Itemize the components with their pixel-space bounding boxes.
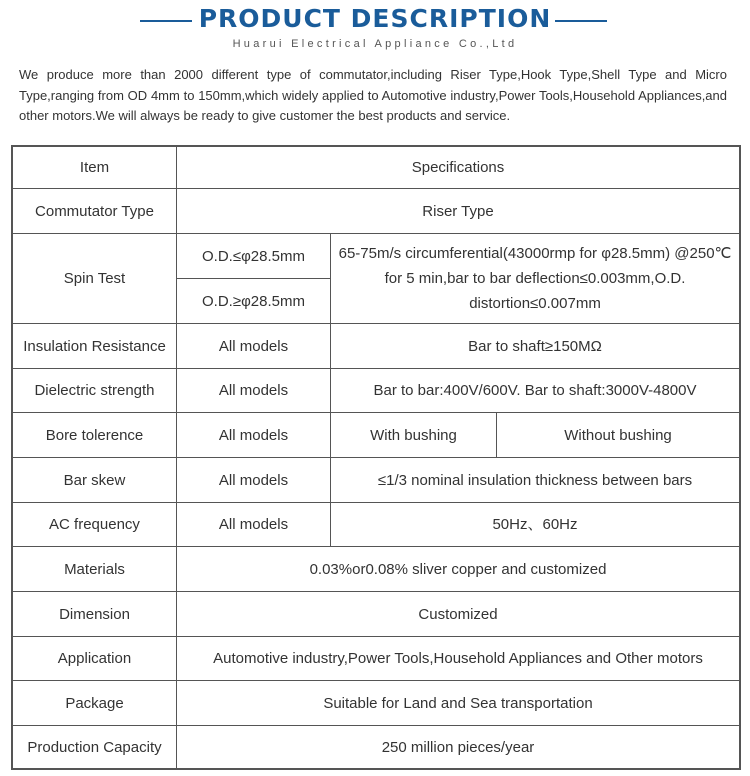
specifications-header: Specifications [177, 145, 741, 189]
spin-test-condition-2: O.D.≥φ28.5mm [177, 279, 331, 324]
title-divider-right [555, 20, 607, 22]
application-label: Application [11, 637, 177, 681]
ac-frequency-model: All models [177, 503, 331, 547]
application-value: Automotive industry,Power Tools,Household Appliances and Other motors [177, 637, 741, 681]
ac-frequency-label: AC frequency [11, 503, 177, 547]
spin-test-label: Spin Test [11, 234, 177, 324]
ac-frequency-value: 50Hz、60Hz [331, 503, 741, 547]
materials-value: 0.03%or0.08% sliver copper and customized [177, 547, 741, 592]
dielectric-strength-model: All models [177, 369, 331, 413]
company-name: Huarui Electrical Appliance Co.,Ltd [232, 38, 518, 50]
intro-paragraph: We produce more than 2000 different type of commutator,including Riser Type,Hook Type,Shell Type and Micro Type,ranging from OD 4mm to 150mm,which widely applied to Automotive industry,Power Tools,Household Appliances,and other motors.We will always be ready to give customer the best products and service. [19, 67, 727, 123]
commutator-type-value: Riser Type [177, 189, 741, 234]
commutator-type-label: Commutator Type [11, 189, 177, 234]
specifications-table [11, 145, 741, 770]
production-capacity-label: Production Capacity [11, 726, 177, 770]
page-header [0, 0, 750, 58]
production-capacity-value: 250 million pieces/year [177, 726, 741, 770]
spin-test-condition-1: O.D.≤φ28.5mm [177, 234, 331, 279]
item-header: Item [11, 145, 177, 189]
bore-tolerence-with-bushing: With bushing [331, 413, 497, 458]
dielectric-strength-value: Bar to bar:400V/600V. Bar to shaft:3000V-4800V [331, 369, 741, 413]
dimension-value: Customized [177, 592, 741, 637]
insulation-resistance-model: All models [177, 324, 331, 369]
insulation-resistance-value: Bar to shaft≥150MΩ [331, 324, 741, 369]
materials-label: Materials [11, 547, 177, 592]
bore-tolerence-without-bushing: Without bushing [497, 413, 741, 458]
page-title: PRODUCT DESCRIPTION [198, 4, 552, 33]
package-value: Suitable for Land and Sea transportation [177, 681, 741, 726]
bore-tolerence-model: All models [177, 413, 331, 458]
package-label: Package [11, 681, 177, 726]
bar-skew-model: All models [177, 458, 331, 503]
insulation-resistance-label: Insulation Resistance [11, 324, 177, 369]
dielectric-strength-label: Dielectric strength [11, 369, 177, 413]
bar-skew-value: ≤1/3 nominal insulation thickness between bars [331, 458, 741, 503]
bar-skew-label: Bar skew [11, 458, 177, 503]
bore-tolerence-label: Bore tolerence [11, 413, 177, 458]
dimension-label: Dimension [11, 592, 177, 637]
spin-test-value: 65-75m/s circumferential(43000rmp for φ28.5mm) @250℃ for 5 min,bar to bar deflection≤0.003mm,O.D. distortion≤0.007mm [331, 234, 741, 324]
